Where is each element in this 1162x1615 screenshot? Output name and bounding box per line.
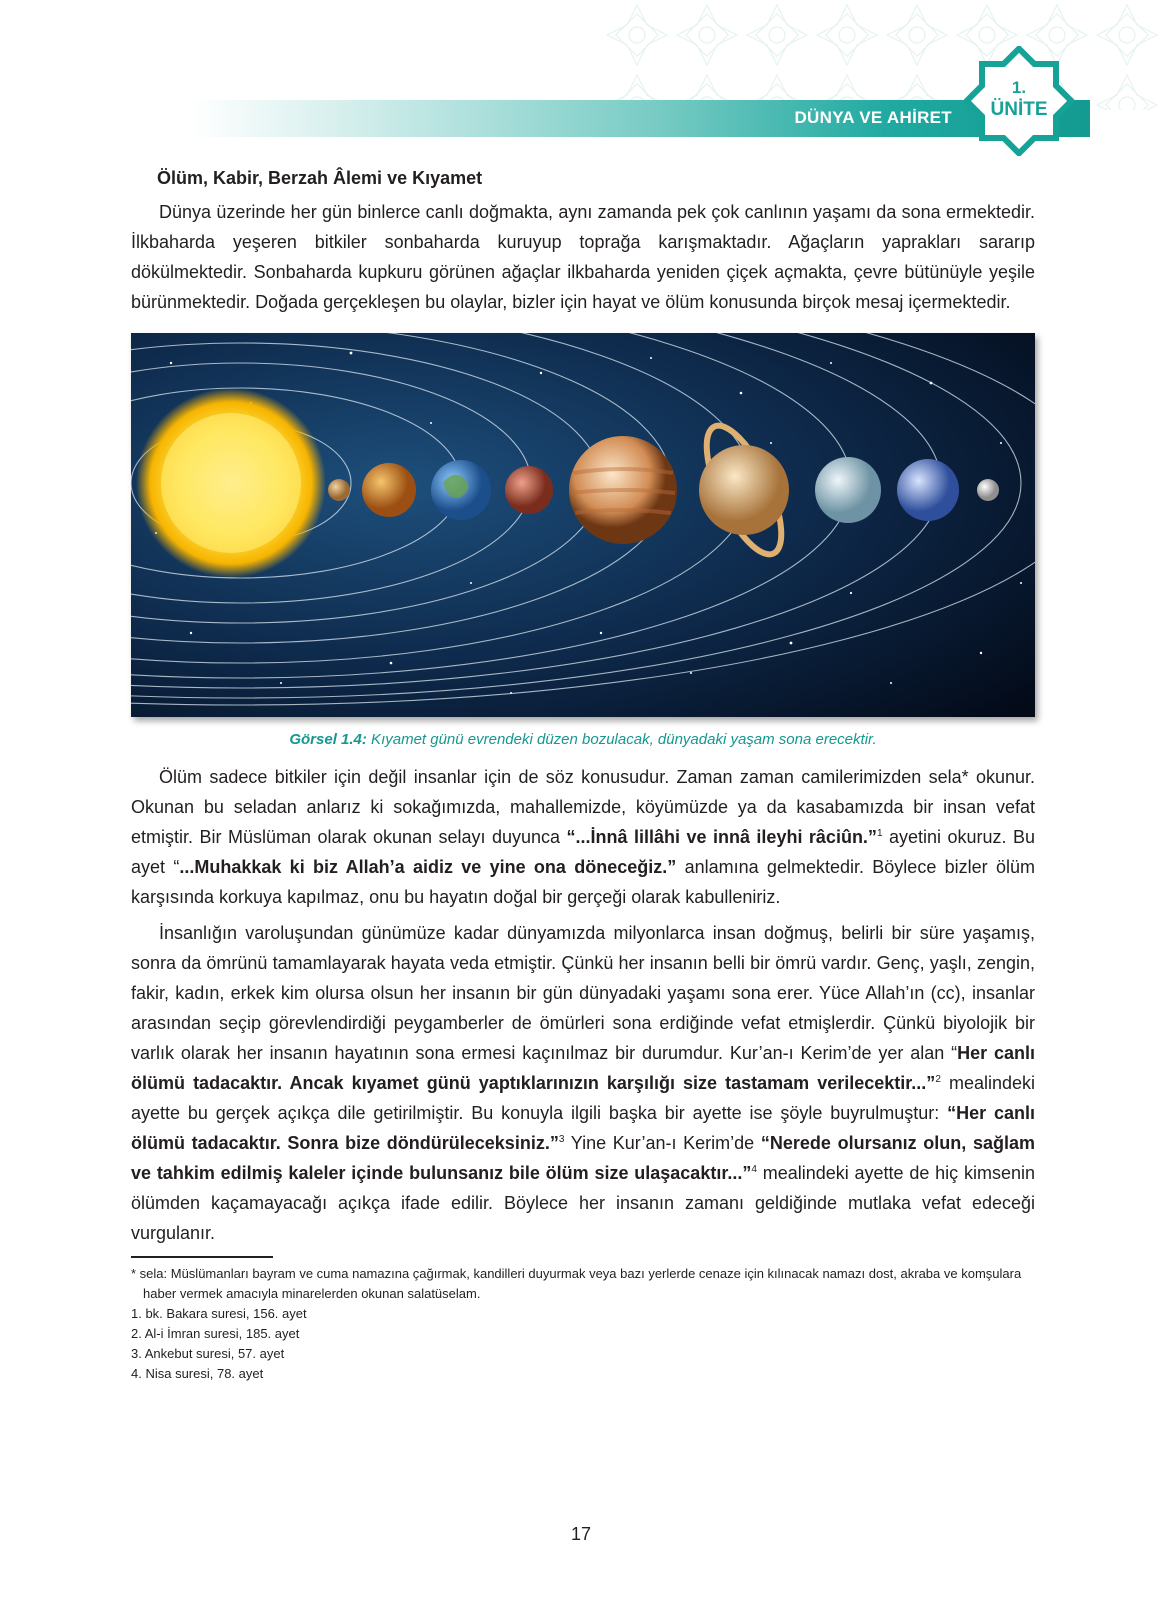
venus bbox=[362, 463, 416, 517]
verse-quote-2: “Her canlı ölümü tadacaktır. Sonra bize döndürüleceksiniz.” bbox=[131, 1103, 1035, 1153]
unit-title: DÜNYA VE AHİRET bbox=[794, 108, 952, 127]
pluto bbox=[977, 479, 999, 501]
paragraph-death bbox=[131, 762, 1035, 912]
text: mealindeki ayette de hiç kimsenin ölümden kaçamayacağı açıkça ifade edilir. Böylece her insanın zamanı geldiğinde mutlaka vefat edeceği vurgulanır. bbox=[131, 1163, 1035, 1243]
solar-system-illustration bbox=[131, 333, 1035, 717]
unit-label: ÜNİTE bbox=[990, 99, 1048, 120]
footnote-divider bbox=[131, 1256, 273, 1258]
verse-quote-3: “Nerede olursanız olun, sağlam ve tahkim edilmiş kaleler içinde bulunsanız bile ölüm size ulaşacaktır...” bbox=[131, 1133, 1035, 1183]
page-number: 17 bbox=[570, 1524, 592, 1544]
footnote-2: 2. Al-i İmran suresi, 185. ayet bbox=[131, 1326, 300, 1341]
footnote-4: 4. Nisa suresi, 78. ayet bbox=[131, 1366, 264, 1381]
footnote-sela: * sela: Müslümanları bayram ve cuma namazına çağırmak, kandilleri duyurmak veya bazı yerlerde cenaze için kılınacak namazı dost, akraba ve komşulara haber vermek amacıyla minarelerden okunan salatüselam. bbox=[131, 1266, 1022, 1301]
figure-caption bbox=[131, 731, 1035, 748]
sun-core bbox=[161, 413, 301, 553]
footnote-ref-2: 2 bbox=[935, 1074, 941, 1085]
header-pattern bbox=[602, 0, 1162, 110]
footnote-ref-4: 4 bbox=[751, 1164, 757, 1175]
text: mealindeki ayette bu gerçek açıkça dile getirilmiştir. Bu konuyla ilgili başka bir ayette ise şöyle buyrulmuştur: bbox=[131, 1073, 1035, 1123]
footnote-3: 3. Ankebut suresi, 57. ayet bbox=[131, 1346, 285, 1361]
saturn bbox=[699, 445, 789, 535]
mercury bbox=[328, 479, 350, 501]
caption-text: Kıyamet günü evrendeki düzen bozulacak, dünyadaki yaşam sona erecektir. bbox=[366, 731, 877, 748]
verse-arabic: “...İnnâ lillâhi ve innâ ileyhi râciûn.” bbox=[566, 827, 877, 847]
footnote-ref-3: 3 bbox=[558, 1134, 565, 1145]
text: anlamına gelmektedir. Böylece bizler ölüm karşısında korkuya kapılmaz, onu bu hayatın doğal bir gerçeği olarak kabulleniriz. bbox=[131, 857, 1035, 907]
caption-label: Görsel 1.4: bbox=[289, 731, 367, 748]
text: İnsanlığın varoluşundan günümüze kadar dünyamızda milyonlarca insan doğmuş, belirli bir süre yaşamış, sonra da ömrünü tamamlayarak hayata veda etmiştir. Çünkü her insanın belli bir ömrü vardır. Genç, yaşlı, zengin, fakir, kadın, erkek kim olursa olsun her insanın bir gün dünyadaki yaşamı sona erer. Yüce Allah’ın (cc), insanlar arasından seçip görevlendirdiği peygamberler de ömürleri sona erdiğinde vefat etmişlerdir. Çünkü biyolojik bir varlık olarak her insanın hayatının sona ermesi kaçınılmaz bir durumdur. Kur’an-ı Kerim’de yer alan “ bbox=[131, 923, 1035, 1063]
header-bar bbox=[190, 100, 1090, 137]
text: Yine Kur’an-ı Kerim’de bbox=[564, 1133, 761, 1153]
page-content bbox=[131, 160, 1035, 1384]
text: Ölüm sadece bitkiler için değil insanlar için de söz konusudur. Zaman zaman camilerimizden sela* okunur. Okunan bu seladan anlarız ki sokağımızda, mahallemizde, köyümüzde ya da kasabamızda bir insan vefat etmiştir. Bir Müslüman olarak okunan selayı duyunca bbox=[131, 767, 1035, 847]
unit-number: 1. bbox=[1011, 78, 1027, 97]
mars bbox=[505, 466, 553, 514]
footnote-1: 1. bk. Bakara suresi, 156. ayet bbox=[131, 1306, 307, 1321]
paragraph-humanity bbox=[131, 918, 1035, 1248]
uranus bbox=[815, 457, 881, 523]
text: ayetini okuruz. Bu ayet “ bbox=[131, 827, 1035, 877]
paragraph-intro: Dünya üzerinde her gün binlerce canlı doğmakta, aynı zamanda pek çok canlının yaşamı da sona ermektedir. İlkbaharda yeşeren bitkiler sonbaharda kuruyup toprağa karışmaktadır. Ağaçların yaprakları sararıp dökülmektedir. Sonbaharda kupkuru görünen ağaçlar ilkbaharda yeniden çiçek açmakta, çevre bütünüyle yeşile bürünmektedir. Doğada gerçekleşen bu olaylar, bizler için hayat ve ölüm konusunda birçok mesaj içermektedir. bbox=[131, 202, 1035, 312]
neptune bbox=[897, 459, 959, 521]
section-title: Ölüm, Kabir, Berzah Âlemi ve Kıyamet bbox=[157, 168, 483, 188]
verse-quote-1: Her canlı ölümü tadacaktır. Ancak kıyamet günü yaptıklarınızın karşılığı size tastamam verilecektir...” bbox=[131, 1043, 1035, 1093]
verse-meaning: ...Muhakkak ki biz Allah’a aidiz ve yine ona döneceğiz.” bbox=[179, 857, 677, 877]
solar-system-figure bbox=[131, 333, 1035, 717]
footnote-ref-1: 1 bbox=[876, 828, 883, 839]
